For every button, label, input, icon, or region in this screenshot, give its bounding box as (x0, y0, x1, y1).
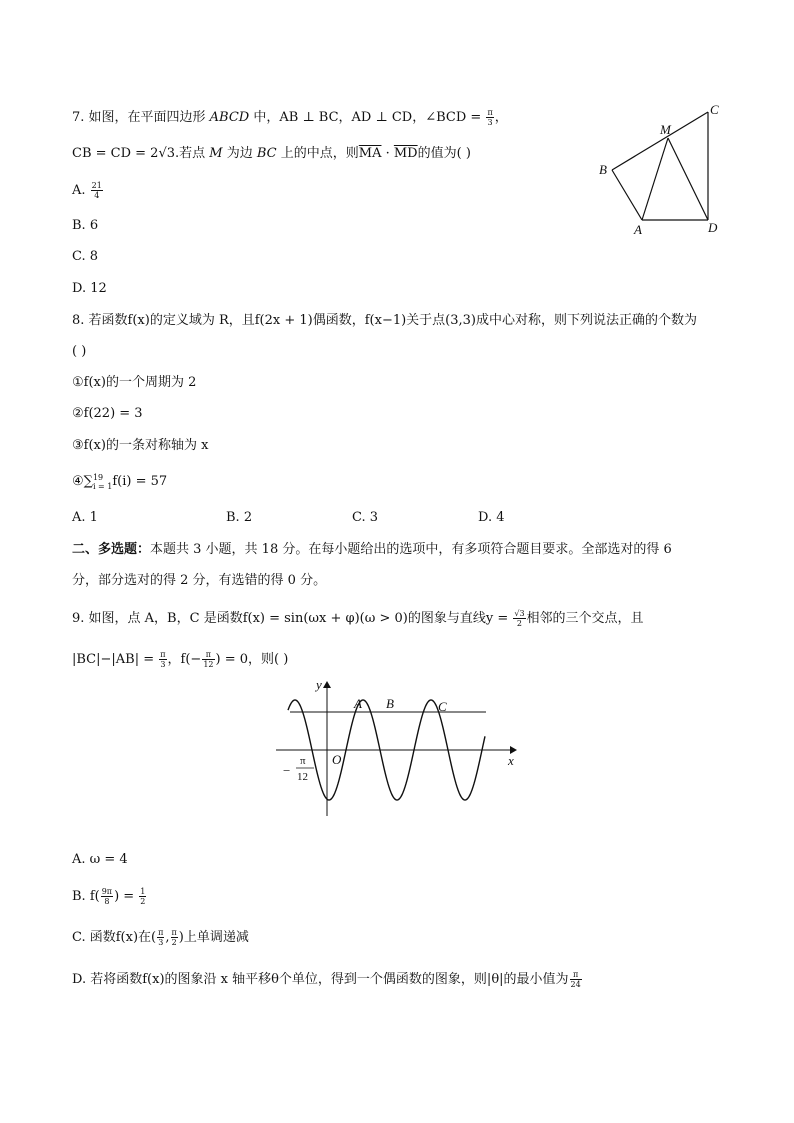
vector-md: $\overline{MD}$ (393, 146, 418, 161)
q8-statement-1: ①f(x)的一个周期为 2 (72, 375, 197, 390)
q8-option-a: A. 1 (72, 510, 98, 525)
q7-option-d: D. 12 (72, 281, 107, 296)
q8-option-d: D. 4 (478, 510, 505, 525)
tick-label-12: 12 (297, 771, 308, 783)
axis-label-x: x (508, 753, 514, 768)
q7-option-b: B. 6 (72, 218, 99, 233)
q9-sine-graph (270, 674, 530, 820)
angle-fraction: $\frac{\pi}{3}$ (487, 108, 493, 127)
label-d: D (708, 220, 718, 235)
point-label-b: B (386, 696, 394, 711)
label-b: B (599, 162, 607, 177)
q7-stem-line1: 7. 如图，在平面四边形 ABCD 中，AB ⊥ BC，AD ⊥ CD，∠BCD = $\frac{\pi}{3}$ ， (72, 108, 508, 127)
tick-label-pi: π (300, 755, 306, 767)
q7-option-c: C. 8 (72, 249, 99, 264)
segment-ma (642, 138, 668, 220)
label-m: M (660, 122, 671, 137)
edge-ba (612, 170, 642, 220)
q8-statement-4: ④∑ 19 i = 1 f(i) = 57 (72, 472, 168, 491)
label-c: C (710, 102, 719, 117)
point-label-c: C (438, 699, 447, 714)
q7-quadrilateral-figure (590, 98, 730, 240)
q8-statement-2: ②f(22) = 3 (72, 406, 143, 421)
q8-stem-line1: 8. 若函数f(x)的定义域为 R，且f(2x + 1)偶函数，f(x−1)关于点(3,3)成中心对称，则下列说法正确的个数为 (72, 313, 697, 328)
q9-option-a: A. ω = 4 (72, 852, 128, 867)
q8-option-c: C. 3 (352, 510, 379, 525)
point-label-a: A (354, 696, 362, 711)
segment-md (668, 138, 708, 220)
q9-option-d: D. 若将函数f(x)的图象沿 x 轴平移θ个单位，得到一个偶函数的图象，则|θ|的最小值为 $\frac{\pi}{24}$ (72, 970, 581, 989)
q8-statement-3: ③f(x)的一条对称轴为 x (72, 438, 209, 453)
q7-option-a: A. $\frac{21}{4}$ (72, 181, 102, 200)
q8-option-b: B. 2 (226, 510, 253, 525)
q9-option-c: C. 函数f(x)在( $\frac{\pi}{3}$ , $\frac{\pi}{2}$ )上单调递减 (72, 928, 249, 947)
q9-stem-line2: |BC|−|AB| = $\frac{\pi}{3}$ ，f(− $\frac{\pi}{12}$ ) = 0，则( ) (72, 650, 289, 669)
label-a: A (634, 222, 642, 237)
section2-heading-line1: 二、多选题：本题共 3 小题，共 18 分。在每小题给出的选项中，有多项符合题目要求。全部选对的得 6 (72, 542, 672, 557)
tick-label-neg: − (283, 763, 291, 778)
section2-heading-line2: 分，部分选对的得 2 分，有选错的得 0 分。 (72, 573, 327, 588)
q9-option-b: B. f( $\frac{9\pi}{8}$ ) = $\frac{1}{2}$ (72, 887, 146, 906)
axis-label-y: y (316, 677, 322, 692)
vector-ma: $\overline{MA}$ (358, 146, 382, 161)
q7-stem-line2: CB = CD = 2√3.若点 M 为边 BC 上的中点，则$\overline{MA} \cdot \overline{MD}$的值为( ) (72, 146, 471, 161)
q8-stem-line2: ( ) (72, 344, 87, 359)
origin-label: O (332, 752, 342, 767)
q9-stem-line1: 9. 如图，点 A，B，C 是函数f(x) = sin(ωx + φ)(ω > 0)的图象与直线y = $\frac{√3}{2}$ 相邻的三个交点，且 (72, 609, 644, 628)
